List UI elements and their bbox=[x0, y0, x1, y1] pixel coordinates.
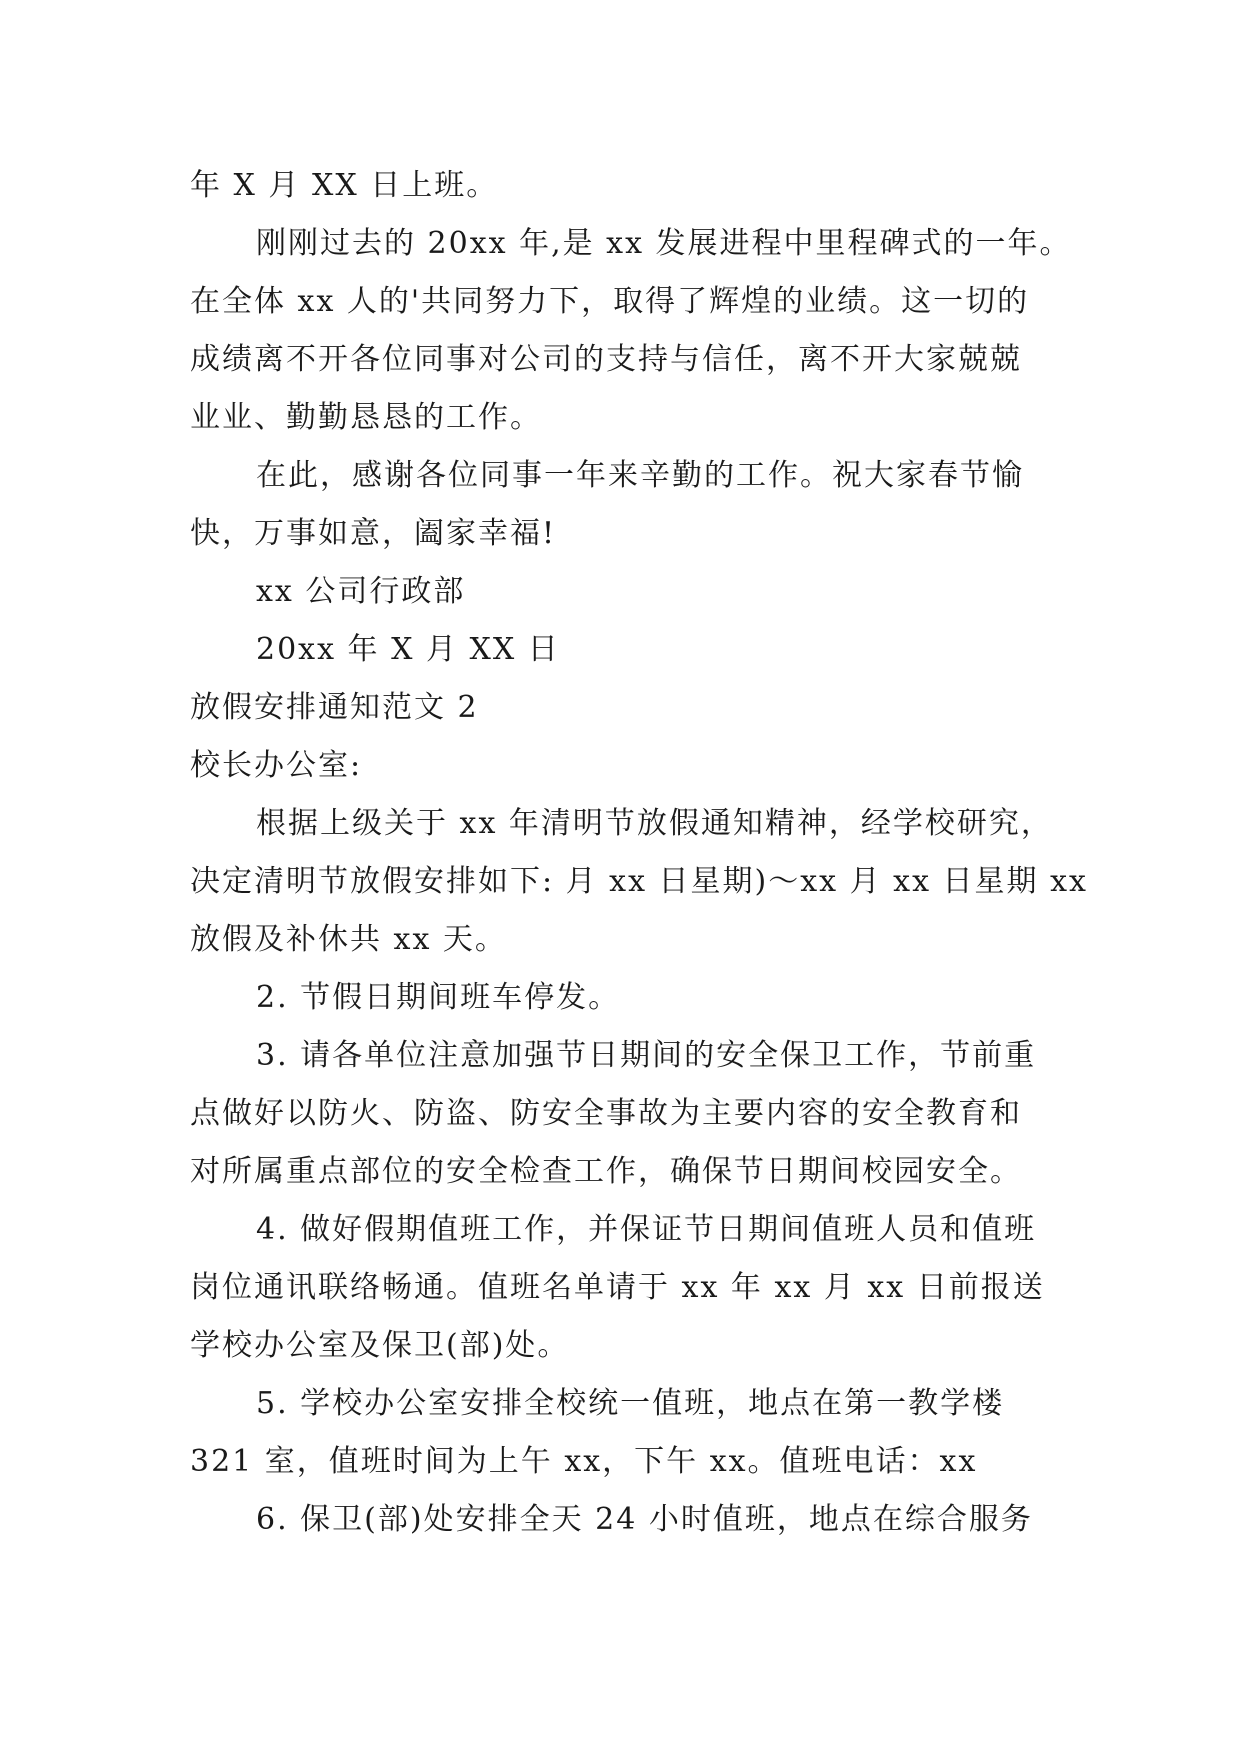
section-heading: 放假安排通知范文 2 bbox=[190, 690, 479, 725]
text-line: 快，万事如意，阖家幸福! bbox=[190, 516, 557, 551]
list-item: 2. 节假日期间班车停发。 bbox=[256, 980, 621, 1015]
signature-date: 20xx 年 X 月 XX 日 bbox=[256, 632, 560, 667]
salutation: 校长办公室: bbox=[190, 748, 363, 783]
text-line: 年 X 月 XX 日上班。 bbox=[190, 168, 499, 203]
text-line: 学校办公室及保卫(部)处。 bbox=[190, 1328, 570, 1363]
list-item: 3. 请各单位注意加强节日期间的安全保卫工作，节前重 bbox=[256, 1038, 1037, 1073]
text-line: 岗位通讯联络畅通。值班名单请于 xx 年 xx 月 xx 日前报送 bbox=[190, 1270, 1045, 1305]
text-line: 放假及补休共 xx 天。 bbox=[190, 922, 507, 957]
list-item: 5. 学校办公室安排全校统一值班，地点在第一教学楼 bbox=[256, 1386, 1005, 1421]
signature-department: xx 公司行政部 bbox=[256, 574, 466, 609]
text-line: 决定清明节放假安排如下: 月 xx 日星期)～xx 月 xx 日星期 xx bbox=[190, 864, 1088, 899]
text-line: 对所属重点部位的安全检查工作，确保节日期间校园安全。 bbox=[190, 1154, 1022, 1189]
text-line: 业业、勤勤恳恳的工作。 bbox=[190, 400, 542, 435]
list-item: 4. 做好假期值班工作，并保证节日期间值班人员和值班 bbox=[256, 1212, 1037, 1247]
list-item: 6. 保卫(部)处安排全天 24 小时值班，地点在综合服务 bbox=[256, 1502, 1033, 1537]
text-line: 刚刚过去的 20xx 年,是 xx 发展进程中里程碑式的一年。 bbox=[256, 226, 1072, 261]
text-line: 根据上级关于 xx 年清明节放假通知精神，经学校研究， bbox=[256, 806, 1053, 841]
text-line: 321 室，值班时间为上午 xx，下午 xx。值班电话：xx bbox=[190, 1444, 978, 1479]
text-line: 点做好以防火、防盗、防安全事故为主要内容的安全教育和 bbox=[190, 1096, 1022, 1131]
text-line: 在全体 xx 人的'共同努力下，取得了辉煌的业绩。这一切的 bbox=[190, 284, 1030, 319]
text-line: 在此，感谢各位同事一年来辛勤的工作。祝大家春节愉 bbox=[256, 458, 1024, 493]
text-line: 成绩离不开各位同事对公司的支持与信任，离不开大家兢兢 bbox=[190, 342, 1022, 377]
